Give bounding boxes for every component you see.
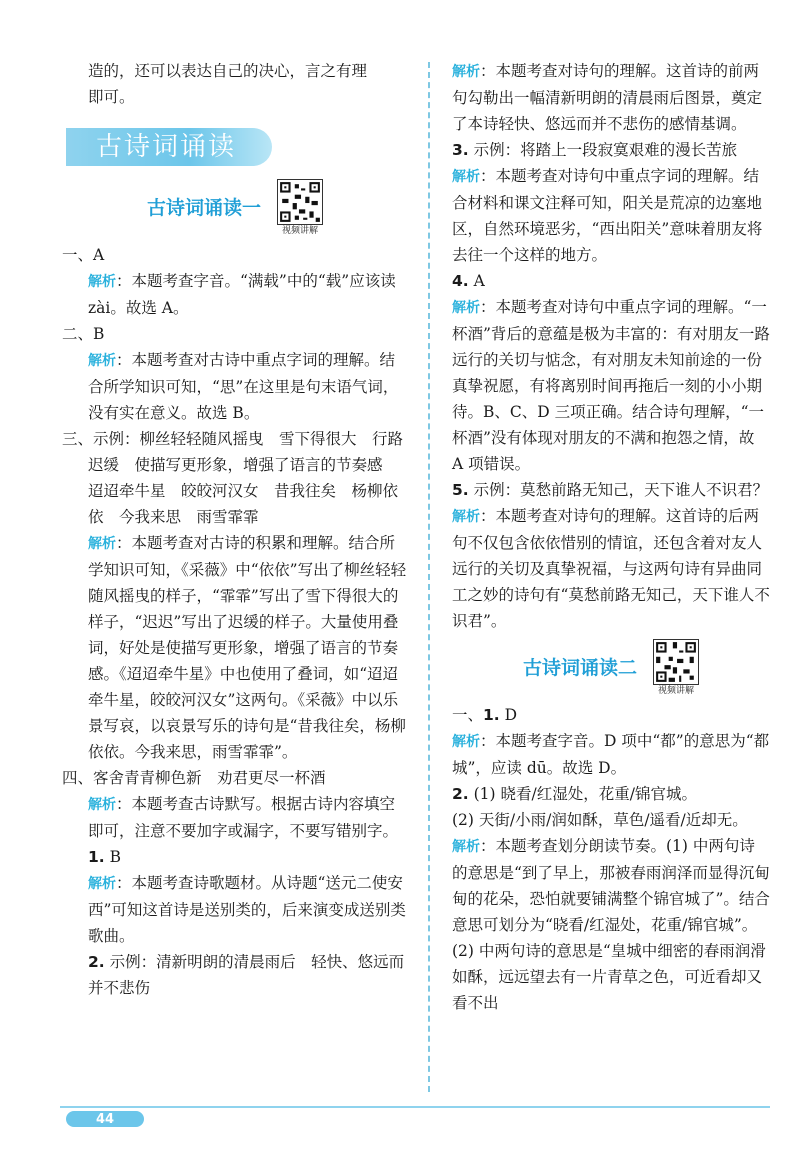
sub-question-4: 4. A	[452, 272, 485, 290]
sub-analysis-4: 解析：本题考查对诗句中重点字词的理解。“一杯酒”背后的意蕴是极为丰富的：有对朋友一路远行的关切与惦念，有对朋友未知前途的一份真挚祝愿，有将离别时间再拖后一刻的小小期待。B、C、D 三项正确。结合诗句理解，“一杯酒”没有体现对朋友的不满和抱怨之情，故 A 项错误。	[452, 298, 770, 473]
sub-question-3: 3. 示例：将踏上一段寂寞艰难的漫长苦旅	[452, 141, 738, 159]
column-divider	[428, 62, 430, 1092]
qr-code-block[interactable]	[653, 639, 699, 697]
analysis-1b: 解析：本题考查字音。D 项中“都”的意思为“都城”，应读 dū。故选 D。	[452, 732, 770, 777]
page-number-badge	[66, 1111, 144, 1127]
sub-question-5: 5. 示例：莫愁前路无知己，天下谁人不识君？	[452, 481, 769, 499]
section-banner	[66, 128, 272, 166]
right-column	[452, 58, 770, 1016]
sub-analysis-2: 解析：本题考查对诗句的理解。这首诗的前两句勾勒出一幅清新明朗的清晨雨后图景，奠定了本诗轻快、悠远而并不悲伤的感情基调。	[452, 62, 763, 133]
qr-code-icon[interactable]	[277, 179, 323, 225]
analysis-label: 解析	[452, 509, 480, 525]
continued-text: 即可。	[88, 88, 135, 106]
qr-code-icon[interactable]	[653, 639, 699, 685]
sub-question-2: 2. 示例：清新明朗的清晨雨后 轻快、悠远而并不悲伤	[88, 953, 405, 997]
analysis-label: 解析	[452, 734, 480, 750]
subsection-header-1	[62, 174, 408, 242]
sub-analysis-3: 解析：本题考查对诗句中重点字词的理解。结合材料和课文注释可知，阳关是荒凉的边塞地区，自然环境恶劣，“西出阳关”意味着朋友将去往一个这样的地方。	[452, 167, 763, 264]
page-number: 44	[95, 1111, 115, 1127]
qr-caption: 视频讲解	[281, 226, 318, 236]
question-1b: 一、1. D	[452, 706, 518, 724]
analysis-4: 解析：本题考查古诗默写。根据古诗内容填空即可，注意不要加字或漏字，不要写错别字。	[88, 795, 399, 840]
question-2: 二、B	[62, 325, 105, 343]
analysis-label: 解析	[452, 300, 480, 316]
question-4: 四、客舍青青柳色新 劝君更尽一杯酒	[62, 769, 326, 787]
banner-title: 古诗词诵读	[96, 132, 237, 162]
continued-text: 造的，还可以表达自己的决心，言之有理	[88, 62, 368, 80]
analysis-label: 解析	[452, 839, 480, 855]
analysis-label: 解析	[88, 876, 116, 892]
analysis-label: 解析	[88, 797, 116, 813]
qr-caption: 视频讲解	[657, 686, 694, 696]
question-3: 三、示例：柳丝轻轻随风摇曳 雪下得很大 行路迟缓 使描写更形象，增强了语言的节奏感 迢迢牵牛星 皎皎河汉女 昔我往矣 杨柳依依 今我来思 雨雪霏霏	[62, 430, 404, 526]
subsection-title: 古诗词诵读一	[146, 197, 261, 219]
analysis-label: 解析	[452, 64, 480, 80]
sub-analysis-5: 解析：本题考查对诗句的理解。这首诗的后两句不仅包含依依惜别的情谊，还包含着对友人远行的关切及真挚祝福，与这两句诗有异曲同工之妙的诗句有“莫愁前路无知己，天下谁人不识君”。	[452, 507, 770, 630]
footer-rule	[60, 1106, 770, 1108]
analysis-1: 解析：本题考查字音。“满载”中的“载”应该读 zài。故选 A。	[88, 272, 396, 317]
analysis-label: 解析	[452, 169, 480, 185]
analysis-3: 解析：本题考查对古诗的积累和理解。结合所学知识可知，《采薇》中“依依”写出了柳丝轻轻随风摇曳的样子，“霏霏”写出了雪下得很大的样子，“迟迟”写出了迟缓的样子。大量使用叠词，好处是使描写更形象，增强了语言的节奏感。《迢迢牵牛星》中也使用了叠词，如“迢迢牵牛星，皎皎河汉女”这两句。《采薇》中以乐景写哀，以哀景写乐的诗句是“昔我往矣，杨柳依依。今我来思，雨雪霏霏”。	[88, 534, 407, 761]
question-2b: 2. (1) 晓看/红湿处，花重/锦官城。	[452, 785, 697, 803]
analysis-2: 解析：本题考查对古诗中重点字词的理解。结合所学知识可知，“思”在这里是句末语气词，没有实在意义。故选 B。	[88, 351, 399, 422]
analysis-label: 解析	[88, 536, 116, 552]
analysis-label: 解析	[88, 353, 116, 369]
subsection-title: 古诗词诵读二	[522, 657, 637, 679]
sub-question-1: 1. B	[88, 848, 122, 866]
analysis-2b: 解析：本题考查划分朗读节奏。(1) 中两句诗的意思是“到了早上，那被春雨润泽而显得沉甸甸的花朵，恐怕就要铺满整个锦官城了”。结合意思可划分为“晓看/红湿处，花重/锦官城”。(2) 中两句诗的意思是“皇城中细密的春雨润滑如酥，远远望去有一片青草之色，可近看却又看不出	[452, 837, 770, 1012]
question-2b-part2: (2) 天街/小雨/润如酥，草色/遥看/近却无。	[452, 811, 748, 829]
sub-analysis-1: 解析：本题考查诗歌题材。从诗题“送元二使安西”可知这首诗是送别类的，后来演变成送别类歌曲。	[88, 874, 406, 945]
question-1: 一、A	[62, 246, 105, 264]
qr-code-block[interactable]	[277, 179, 323, 237]
analysis-label: 解析	[88, 274, 116, 290]
subsection-header-2	[452, 634, 770, 702]
left-column	[62, 58, 408, 1001]
